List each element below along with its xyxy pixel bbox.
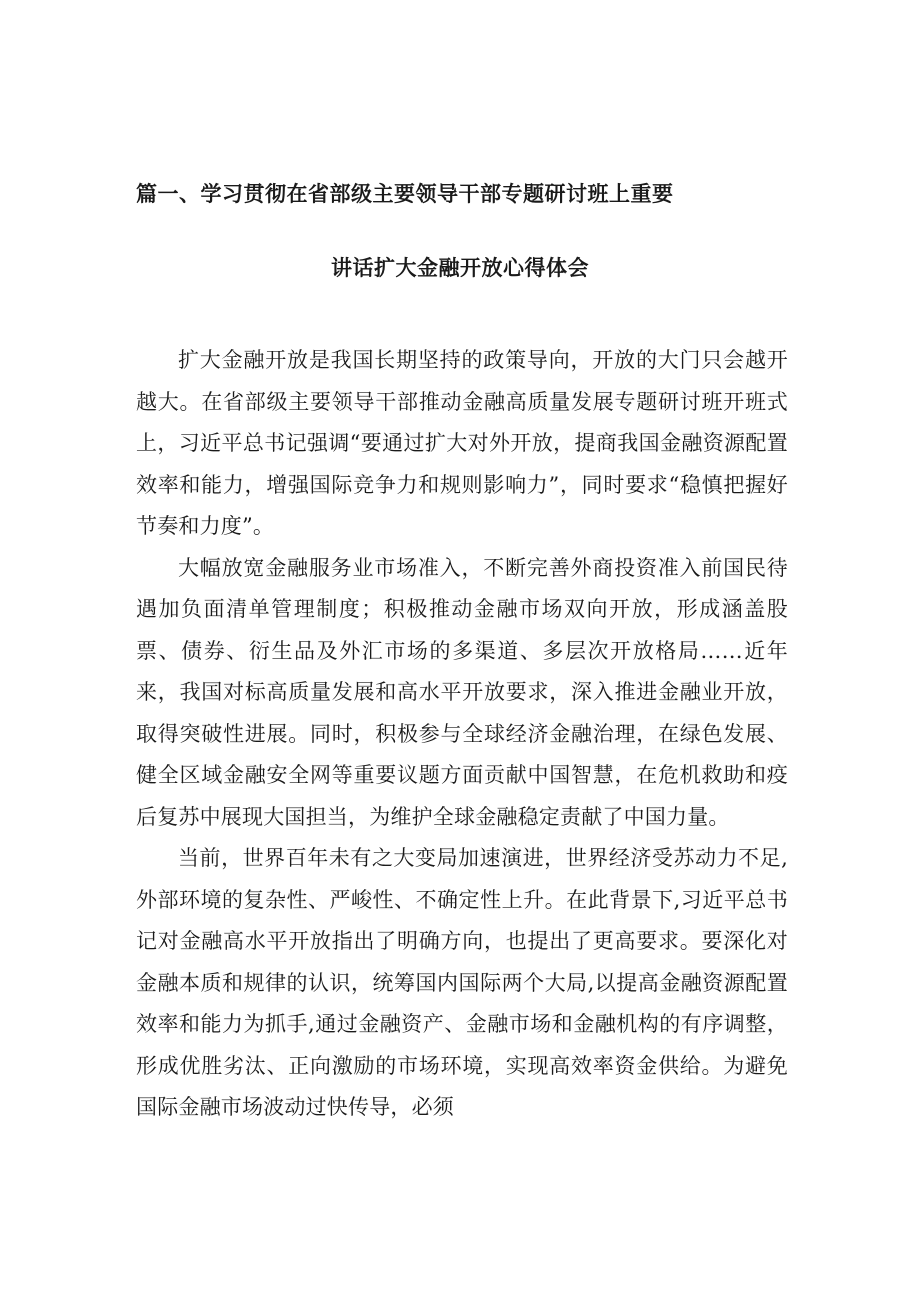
document-title-line-1: 篇一、学习贯彻在省部级主要领导干部专题研讨班上重要 [136, 182, 674, 206]
document-title-line-2: 讲话扩大金融开放心得体会 [331, 256, 589, 280]
document-body [136, 340, 788, 1129]
paragraph-1: 扩大金融开放是我国长期坚持的政策导向，开放的大门只会越开越大。在省部级主要领导干部推动金融高质量发展专题研讨班开班式上，习近平总书记强调“要通过扩大对外开放，提商我国金融资源配置效率和能力，增强国际竞争力和规则影响力”，同时要求“稳慎把握好节奏和力度”。 [136, 348, 788, 538]
paragraph-3: 当前，世界百年未有之大变局加速演进，世界经济受苏动力不足,外部环境的复杂性、严峻性、不确定性上升。在此背景下,习近平总书记对金融高水平开放指出了明确方向，也提出了更高要求。要深化对金融本质和规律的认识，统筹国内国际两个大局,以提高金融资源配置效率和能力为抓手,通过金融资产、金融市场和金融机构的有序调整，形成优胜劣汰、正向激励的市场环境，实现高效率资金供给。为避免国际金融市场波动过快传导，必须 [136, 846, 788, 1119]
paragraph-2: 大幅放宽金融服务业市场准入，不断完善外商投资准入前国民待遇加负面清单管理制度；积极推动金融市场双向开放，形成涵盖股票、债券、衍生品及外汇市场的多渠道、多层次开放格局……近年来，我国对标高质量发展和高水平开放要求，深入推进金融业开放，取得突破性进展。同时，积极参与全球经济金融治理，在绿色发展、健全区域金融安全网等重要议题方面贡献中国智慧，在危机救助和疫后复苏中展现大国担当，为维护全球金融稳定责献了中国力量。 [136, 555, 788, 829]
